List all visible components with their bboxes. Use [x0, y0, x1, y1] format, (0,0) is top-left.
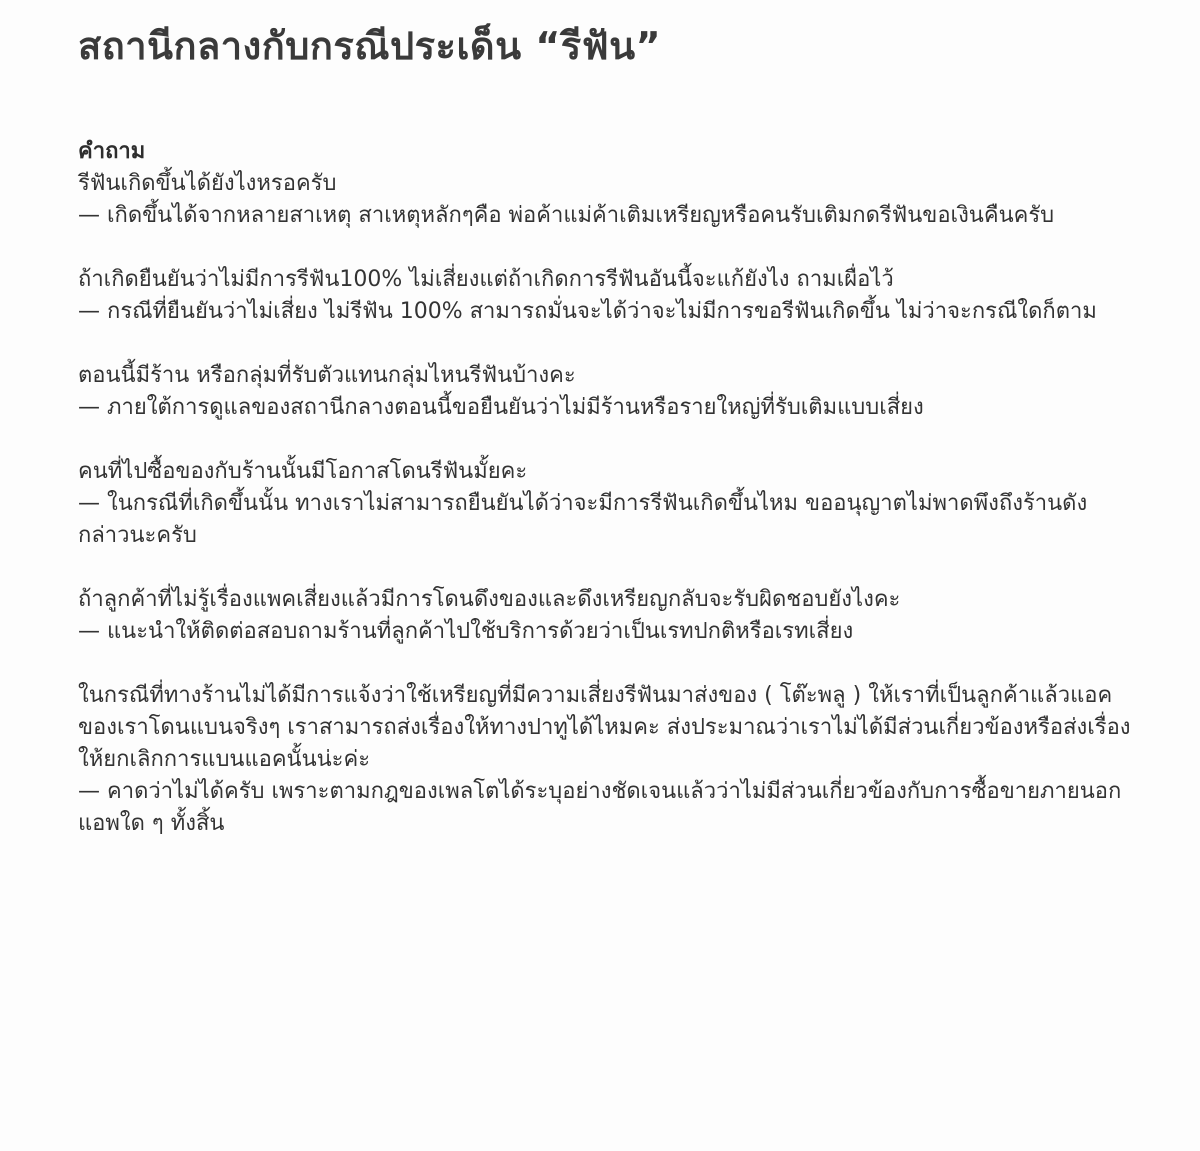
question-text: ถ้าลูกค้าที่ไม่รู้เรื่องแพคเสี่ยงแล้วมีการโดนดึงของและดึงเหรียญกลับจะรับผิดชอบยังไงคะ	[78, 587, 901, 612]
question-text: ตอนนี้มีร้าน หรือกลุ่มที่รับตัวแทนกลุ่มไหนรีฟันบ้างคะ	[78, 363, 576, 388]
answer-text: — คาดว่าไม่ได้ครับ เพราะตามกฎของเพลโตได้ระบุอย่างชัดเจนแล้วว่าไม่มีส่วนเกี่ยวข้องกับการซื้อขายภายนอกแอพใด ๆ ทั้งสิ้น	[78, 779, 1122, 836]
qa-item	[78, 456, 1138, 552]
qa-item	[78, 680, 1138, 840]
answer-text: — แนะนำให้ติดต่อสอบถามร้านที่ลูกค้าไปใช้บริการด้วยว่าเป็นเรทปกติหรือเรทเสี่ยง	[78, 619, 854, 644]
qa-item	[78, 360, 1138, 424]
question-text: รีฟันเกิดขึ้นได้ยังไงหรอครับ	[78, 171, 337, 196]
question-text: ในกรณีที่ทางร้านไม่ได้มีการแจ้งว่าใช้เหรียญที่มีความเสี่ยงรีฟันมาส่งของ ( โต๊ะพลู ) ให้เราที่เป็นลูกค้าแล้วแอคของเราโดนแบนจริงๆ เราสามารถส่งเรื่องให้ทางปาทูได้ไหมคะ ส่งประมาณว่าเราไม่ได้มีส่วนเกี่ยวข้องหรือส่งเรื่องให้ยกเลิกการแบนแอคนั้นน่ะค่ะ	[78, 683, 1131, 772]
answer-text: — เกิดขึ้นได้จากหลายสาเหตุ สาเหตุหลักๆคือ พ่อค้าแม่ค้าเติมเหรียญหรือคนรับเติมกดรีฟันขอเงินคืนครับ	[78, 203, 1055, 228]
document	[78, 18, 1138, 872]
answer-text: — ในกรณีที่เกิดขึ้นนั้น ทางเราไม่สามารถยืนยันได้ว่าจะมีการรีฟันเกิดขึ้นไหม ขออนุญาตไม่พาดพึงถึงร้านดังกล่าวนะครับ	[78, 491, 1088, 548]
qa-item	[78, 168, 1138, 232]
answer-text: — กรณีที่ยืนยันว่าไม่เสี่ยง ไม่รีฟัน 100% สามารถมั่นจะได้ว่าจะไม่มีการขอรีฟันเกิดขึ้น ไม่ว่าจะกรณีใดก็ตาม	[78, 299, 1097, 324]
page-title: สถานีกลางกับกรณีประเด็น “รีฟัน”	[78, 24, 662, 68]
qa-item	[78, 584, 1138, 648]
answer-text: — ภายใต้การดูแลของสถานีกลางตอนนี้ขอยืนยันว่าไม่มีร้านหรือรายใหญ่ที่รับเติมแบบเสี่ยง	[78, 395, 924, 420]
question-text: คนที่ไปซื้อของกับร้านนั้นมีโอกาสโดนรีฟันมั้ยคะ	[78, 459, 528, 484]
section-heading: คำถาม	[78, 139, 146, 164]
question-text: ถ้าเกิดยืนยันว่าไม่มีการรีฟัน100% ไม่เสี่ยงแต่ถ้าเกิดการรีฟันอันนี้จะแก้ยังไง ถามเผื่อไว้	[78, 267, 894, 292]
qa-item	[78, 264, 1138, 328]
